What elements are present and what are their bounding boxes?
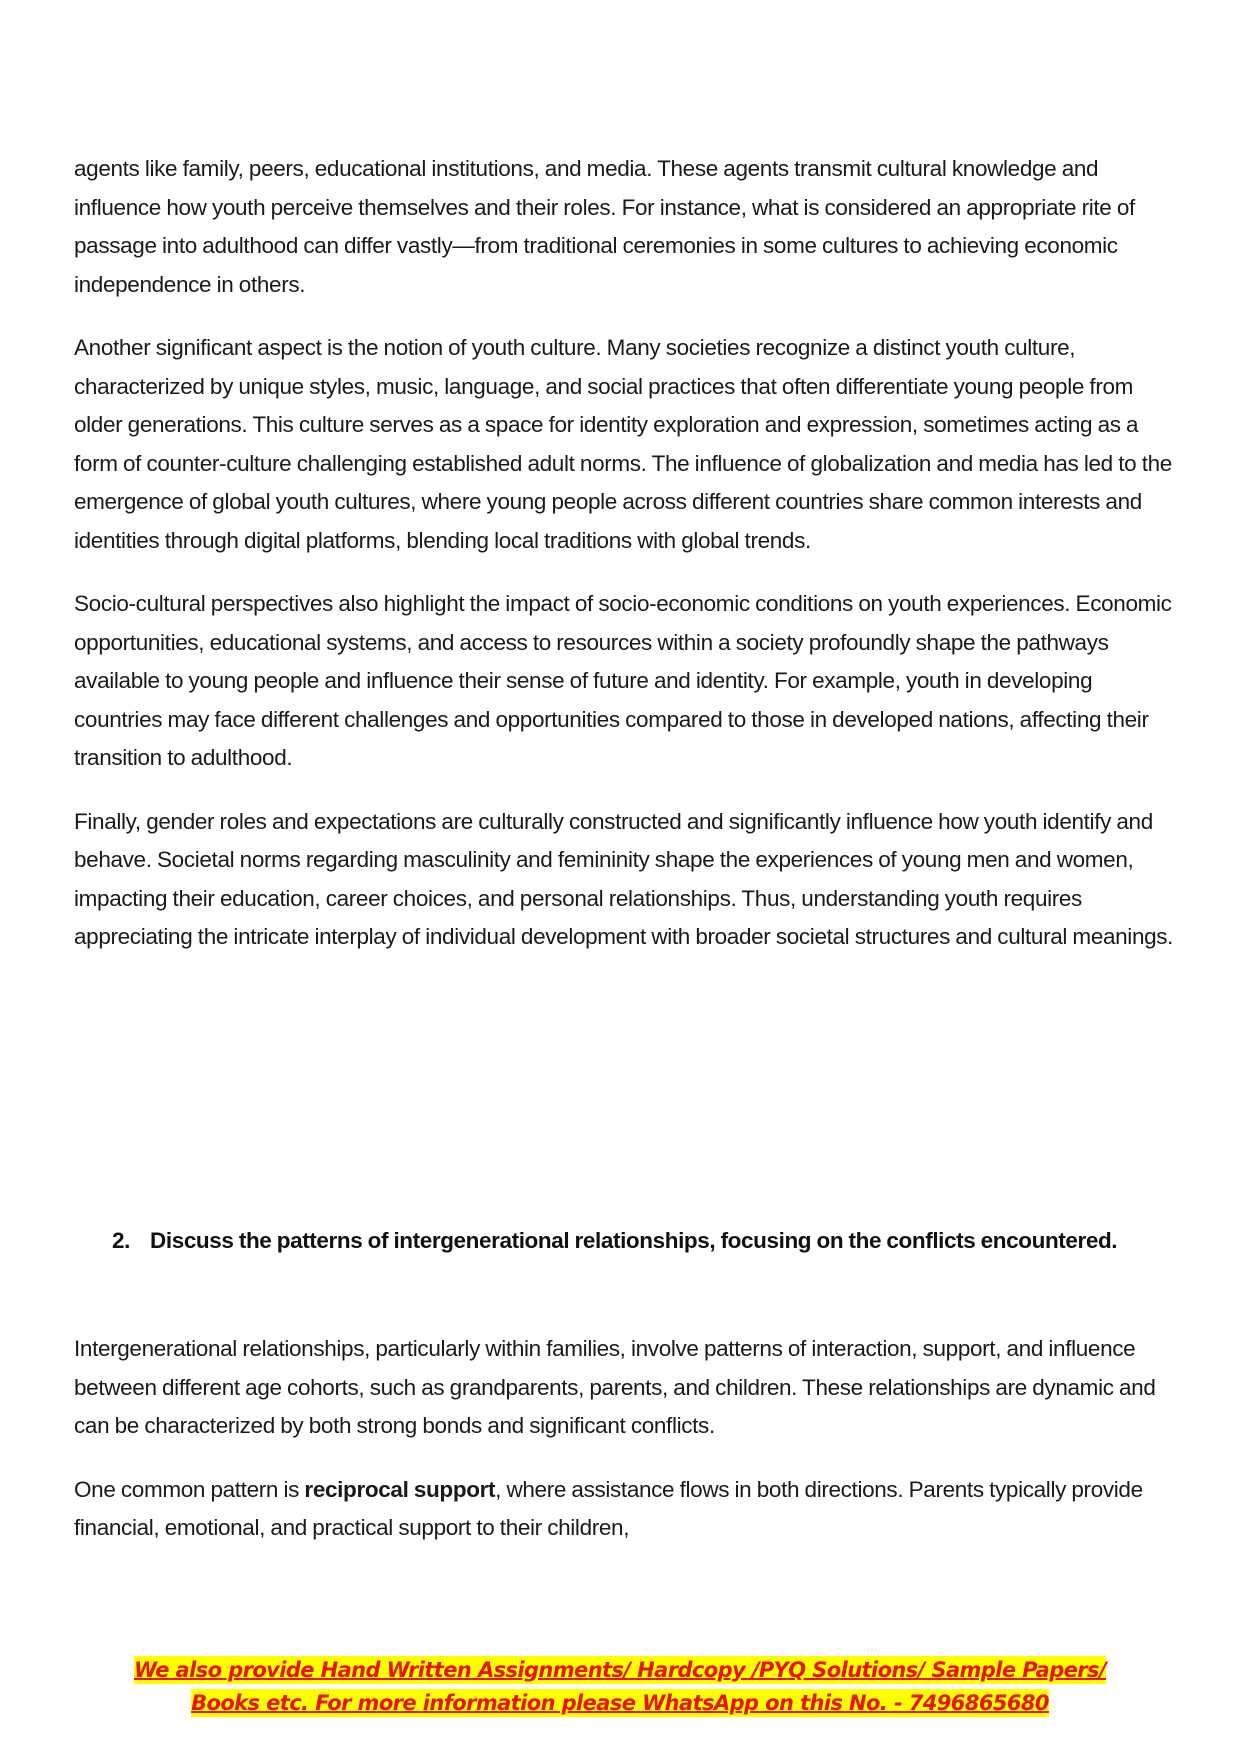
reciprocal-before: One common pattern is: [74, 1476, 305, 1502]
paragraph-reciprocal-support: [74, 1471, 1184, 1548]
promo-line-1: We also provide Hand Written Assignments/ Hardcopy /PYQ Solutions/ Sample Papers/: [133, 1658, 1107, 1682]
question-heading: [74, 1222, 1184, 1261]
paragraph-youth-culture: Another significant aspect is the notion of youth culture. Many societies recognize a distinct youth culture, characterized by unique styles, music, language, and social practices that often differentiate young people from older generations. This culture serves as a space for identity exploration and expression, sometimes acting as a form of counter-culture challenging established adult norms. The influence of globalization and media has led to the emergence of global youth cultures, where young people across different countries share common interests and identities through digital platforms, blending local traditions with global trends.: [74, 335, 1172, 553]
question-text: Discuss the patterns of intergenerational relationships, focusing on the conflicts encountered.: [150, 1228, 1118, 1253]
promo-footer: [90, 1654, 1150, 1720]
question-number: 2.: [112, 1228, 130, 1253]
document-body: [74, 150, 1184, 982]
reciprocal-support-term: reciprocal support: [304, 1476, 496, 1502]
answer-body: [74, 1330, 1184, 1573]
promo-line-2: Books etc. For more information please WhatsApp on this No. - 7496865680: [191, 1691, 1049, 1715]
reciprocal-after: , where assistance flows in both directions. Parents typically provide financial, emotional, and practical support to their children,: [74, 1476, 1143, 1540]
paragraph-gender-roles: Finally, gender roles and expectations are culturally constructed and significantly influence how youth identify and behave. Societal norms regarding masculinity and femininity shape the experiences of young men and women, impacting their education, career choices, and personal relationships. Thus, understanding youth requires appreciating the intricate interplay of individual development with broader societal structures and cultural meanings.: [74, 808, 1174, 949]
paragraph-intergenerational-intro: Intergenerational relationships, particularly within families, involve patterns of interaction, support, and influence between different age cohorts, such as grandparents, parents, and children. These relationships are dynamic and can be characterized by both strong bonds and significant conflicts.: [74, 1336, 1156, 1438]
paragraph-socio-economic: Socio-cultural perspectives also highlight the impact of socio-economic conditions on youth experiences. Economic opportunities, educational systems, and access to resources within a society profoundly shape the pathways available to young people and influence their sense of future and identity. For example, youth in developing countries may face different challenges and opportunities compared to those in developed nations, affecting their transition to adulthood.: [74, 591, 1172, 770]
paragraph-socialization-agents: agents like family, peers, educational institutions, and media. These agents transmit cultural knowledge and influence how youth perceive themselves and their roles. For instance, what is considered an appropriate rite of passage into adulthood can differ vastly—from traditional ceremonies in some cultures to achieving economic independence in others.: [74, 156, 1135, 297]
